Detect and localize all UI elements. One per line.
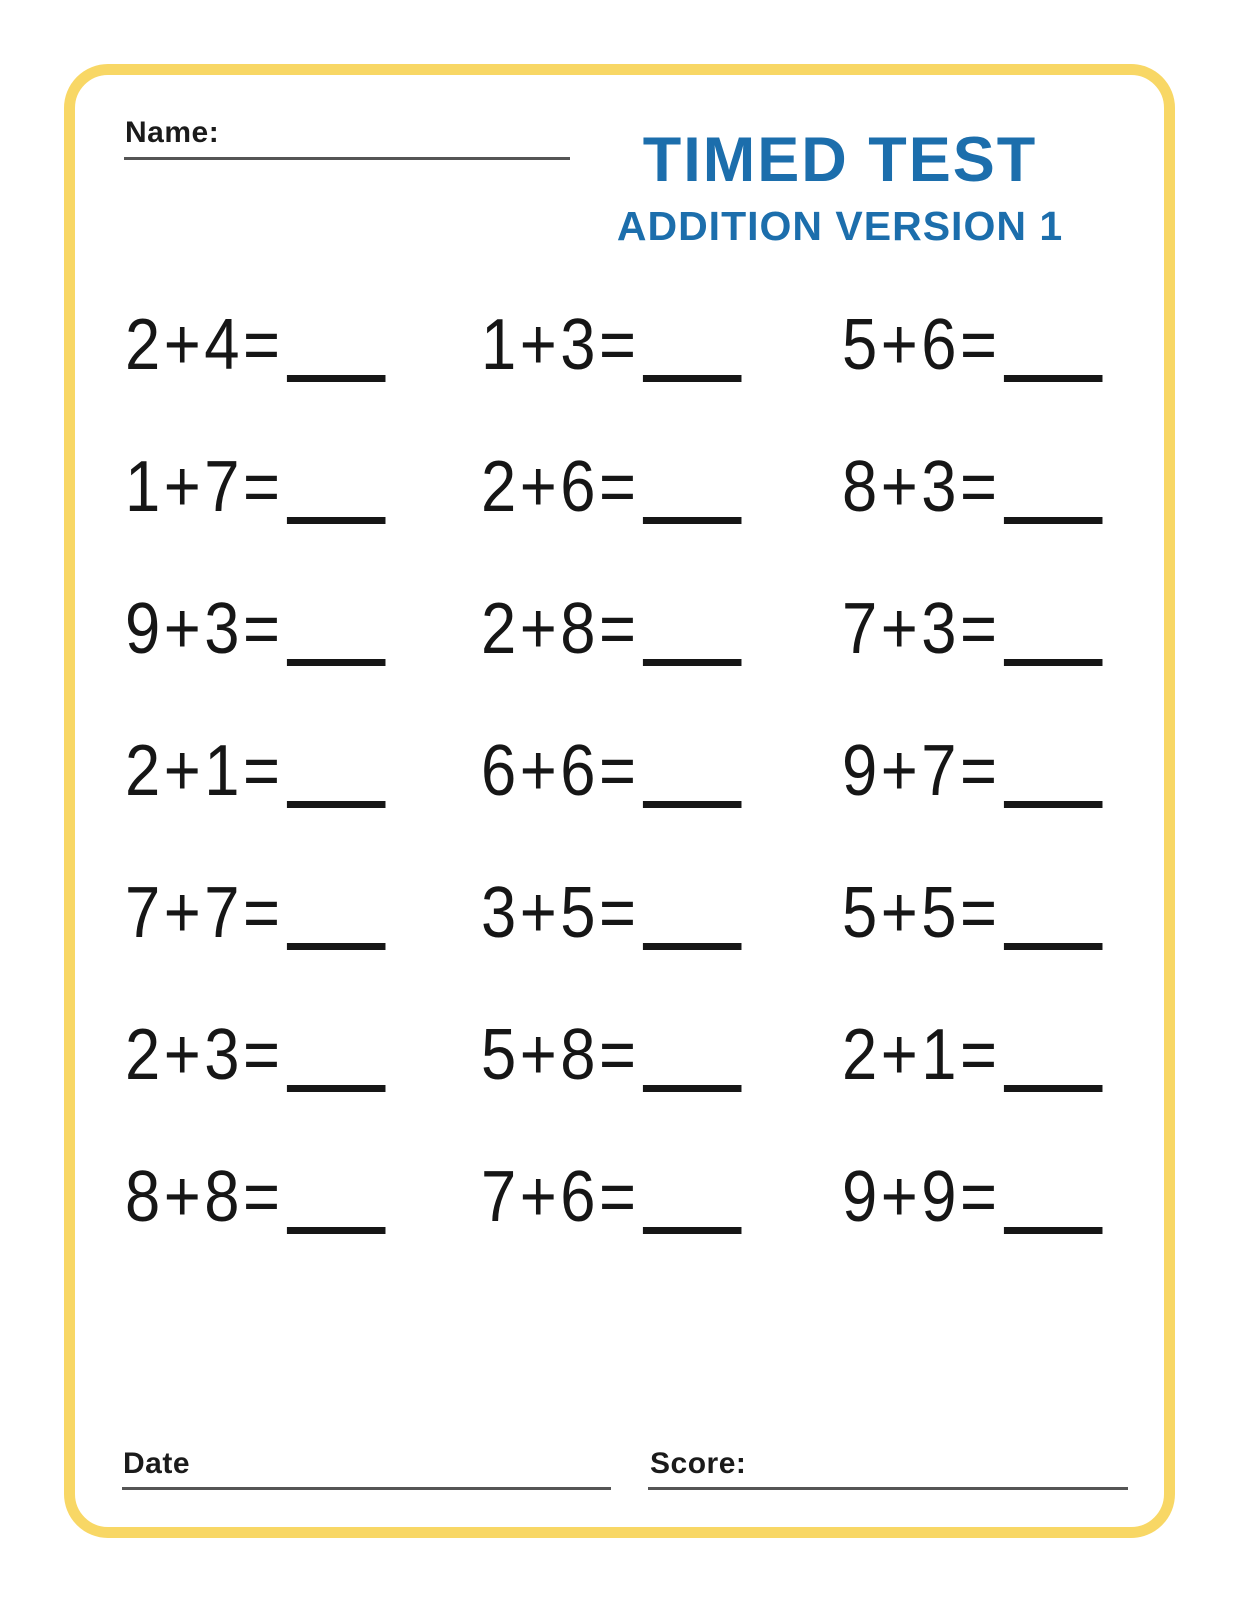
problem-equation	[125, 588, 386, 670]
problem-expression: 2+6=	[481, 447, 640, 527]
score-input-line[interactable]	[648, 1487, 1128, 1490]
problem-expression: 8+8=	[125, 1157, 284, 1237]
problem-cell	[842, 304, 1138, 386]
problem-cell	[125, 1156, 481, 1238]
answer-blank[interactable]	[643, 659, 742, 666]
problem-cell	[481, 1014, 842, 1096]
problem-cell	[481, 1156, 842, 1238]
problem-equation	[125, 304, 386, 386]
problem-equation	[842, 1156, 1103, 1238]
answer-blank[interactable]	[287, 659, 386, 666]
name-input-line[interactable]	[124, 157, 570, 160]
answer-blank[interactable]	[643, 375, 742, 382]
date-label: Date	[123, 1447, 191, 1480]
answer-blank[interactable]	[643, 1085, 742, 1092]
problem-cell	[842, 446, 1138, 528]
problem-expression: 7+3=	[842, 589, 1001, 669]
problem-cell	[125, 588, 481, 670]
problem-expression: 9+3=	[125, 589, 284, 669]
problem-equation	[481, 588, 742, 670]
problem-equation	[481, 730, 742, 812]
problem-row	[125, 700, 1155, 842]
problem-expression: 2+3=	[125, 1015, 284, 1095]
page-subtitle: ADDITION VERSION 1	[616, 203, 1064, 249]
problem-equation	[842, 304, 1103, 386]
answer-blank[interactable]	[1004, 801, 1103, 808]
problem-expression: 3+5=	[481, 873, 640, 953]
problem-equation	[481, 872, 742, 954]
problem-cell	[842, 872, 1138, 954]
answer-blank[interactable]	[1004, 375, 1103, 382]
problem-equation	[125, 730, 386, 812]
problem-expression: 6+6=	[481, 731, 640, 811]
answer-blank[interactable]	[287, 1085, 386, 1092]
problem-cell	[481, 446, 842, 528]
problem-equation	[842, 1014, 1103, 1096]
problem-equation	[125, 872, 386, 954]
problem-equation	[125, 1156, 386, 1238]
name-label: Name:	[125, 116, 220, 149]
problem-expression: 7+6=	[481, 1157, 640, 1237]
problem-equation	[842, 730, 1103, 812]
problem-row	[125, 274, 1155, 416]
problem-cell	[125, 1014, 481, 1096]
problem-row	[125, 416, 1155, 558]
problem-cell	[842, 1014, 1138, 1096]
problem-expression: 8+3=	[842, 447, 1001, 527]
problem-expression: 2+8=	[481, 589, 640, 669]
problem-cell	[842, 588, 1138, 670]
problem-equation	[842, 588, 1103, 670]
answer-blank[interactable]	[643, 1227, 742, 1234]
page-title: TIMED TEST	[642, 125, 1038, 195]
problem-expression: 1+7=	[125, 447, 284, 527]
problem-equation	[125, 1014, 386, 1096]
problem-cell	[481, 872, 842, 954]
problem-equation	[481, 1156, 742, 1238]
problem-expression: 1+3=	[481, 305, 640, 385]
answer-blank[interactable]	[1004, 1085, 1103, 1092]
score-label: Score:	[650, 1447, 747, 1480]
problems-grid	[125, 274, 1155, 1268]
problem-cell	[481, 304, 842, 386]
problem-expression: 9+9=	[842, 1157, 1001, 1237]
problem-equation	[481, 446, 742, 528]
problem-equation	[842, 872, 1103, 954]
problem-expression: 5+8=	[481, 1015, 640, 1095]
problem-equation	[842, 446, 1103, 528]
problem-cell	[125, 872, 481, 954]
answer-blank[interactable]	[643, 517, 742, 524]
answer-blank[interactable]	[1004, 517, 1103, 524]
date-input-line[interactable]	[122, 1487, 611, 1490]
answer-blank[interactable]	[643, 801, 742, 808]
problem-cell	[842, 730, 1138, 812]
problem-cell	[125, 446, 481, 528]
problem-cell	[481, 730, 842, 812]
problem-cell	[481, 588, 842, 670]
answer-blank[interactable]	[287, 801, 386, 808]
answer-blank[interactable]	[643, 943, 742, 950]
problem-expression: 2+1=	[842, 1015, 1001, 1095]
answer-blank[interactable]	[1004, 1227, 1103, 1234]
problem-equation	[125, 446, 386, 528]
answer-blank[interactable]	[287, 375, 386, 382]
answer-blank[interactable]	[1004, 943, 1103, 950]
problem-expression: 5+5=	[842, 873, 1001, 953]
answer-blank[interactable]	[287, 517, 386, 524]
problem-expression: 9+7=	[842, 731, 1001, 811]
answer-blank[interactable]	[1004, 659, 1103, 666]
problem-expression: 2+1=	[125, 731, 284, 811]
problem-row	[125, 558, 1155, 700]
problem-cell	[125, 730, 481, 812]
problem-expression: 2+4=	[125, 305, 284, 385]
problem-expression: 5+6=	[842, 305, 1001, 385]
answer-blank[interactable]	[287, 943, 386, 950]
problem-equation	[481, 1014, 742, 1096]
problem-row	[125, 1126, 1155, 1268]
problem-row	[125, 842, 1155, 984]
problem-equation	[481, 304, 742, 386]
problem-expression: 7+7=	[125, 873, 284, 953]
answer-blank[interactable]	[287, 1227, 386, 1234]
problem-row	[125, 984, 1155, 1126]
problem-cell	[842, 1156, 1138, 1238]
problem-cell	[125, 304, 481, 386]
